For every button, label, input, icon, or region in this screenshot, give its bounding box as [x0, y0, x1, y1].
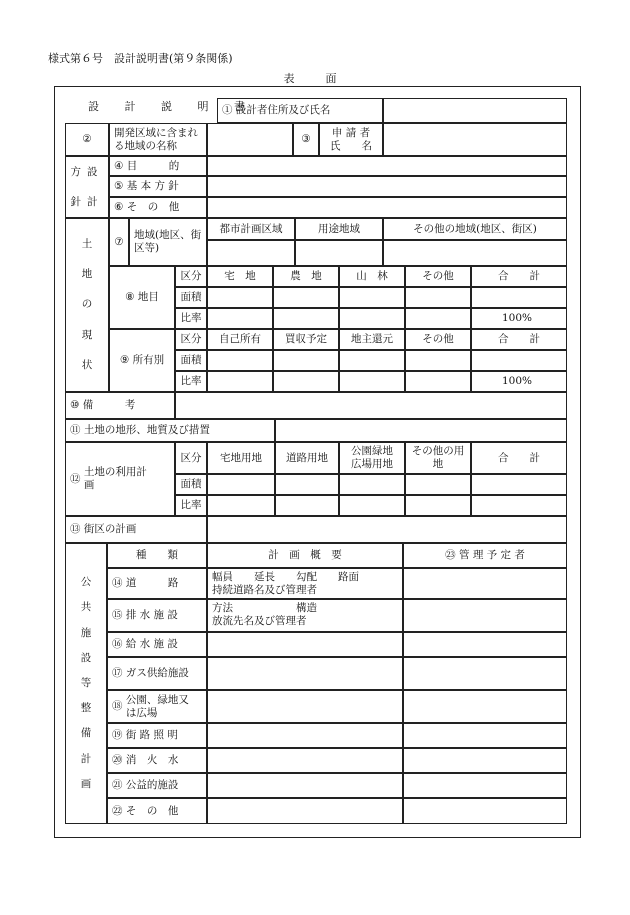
basic-policy-field[interactable] — [207, 176, 567, 197]
land-use-header-residential: 宅地用地 — [207, 442, 275, 474]
facility-street-lighting-summary[interactable] — [207, 723, 403, 748]
zone-city-planning-field[interactable] — [207, 240, 295, 266]
land-use-area-cell[interactable] — [207, 474, 275, 495]
facility-type-header: 種 類 — [107, 543, 207, 568]
ownership-header-total: 合 計 — [471, 329, 567, 350]
facility-drainage-summary[interactable]: 方法 構造 放流先名及び管理者 — [207, 599, 403, 632]
land-category-row-area: 面積 — [175, 287, 207, 308]
ownership-header-other: その他 — [405, 329, 471, 350]
land-category-area-cell[interactable] — [339, 287, 405, 308]
facility-other-manager[interactable] — [403, 798, 567, 824]
land-use-area-cell[interactable] — [275, 474, 339, 495]
ownership-header-landowner-return: 地主還元 — [339, 329, 405, 350]
purpose-field[interactable] — [207, 156, 567, 176]
land-category-ratio-cell[interactable] — [405, 308, 471, 329]
area-name-label: 開発区域に含まれる地域の名称 — [109, 123, 207, 156]
area-name-field[interactable] — [207, 123, 293, 156]
land-use-area-cell[interactable] — [405, 474, 471, 495]
facility-park-manager[interactable] — [403, 690, 567, 723]
facility-drainage-manager[interactable] — [403, 599, 567, 632]
facility-fire-water-manager[interactable] — [403, 748, 567, 773]
public-facilities-group: 公 共 施 設 等 整 備 計 画 — [65, 543, 107, 824]
land-category-header-farmland: 農 地 — [273, 266, 339, 287]
zone-header-other-district: その他の地域(地区、街区) — [383, 218, 567, 240]
ownership-label: ⑨ 所有別 — [109, 329, 175, 392]
ownership-header-to-purchase: 買収予定 — [273, 329, 339, 350]
ownership-row-area: 面積 — [175, 350, 207, 371]
facility-road-label: ⑭ 道 路 — [107, 568, 207, 599]
land-use-area-cell[interactable] — [339, 474, 405, 495]
ownership-area-cell[interactable] — [339, 350, 405, 371]
zone-number: ⑦ — [109, 218, 129, 266]
land-category-header-residential: 宅 地 — [207, 266, 273, 287]
land-use-row-class: 区分 — [175, 442, 207, 474]
land-use-ratio-cell[interactable] — [471, 495, 567, 516]
facility-public-benefit-summary[interactable] — [207, 773, 403, 798]
land-use-header-total: 合 計 — [471, 442, 567, 474]
ownership-ratio-cell[interactable] — [273, 371, 339, 392]
applicant-label: 申 請 者 氏 名 — [319, 123, 383, 156]
facility-fire-water-summary[interactable] — [207, 748, 403, 773]
land-category-label: ⑧ 地目 — [109, 266, 175, 329]
facility-park-label: ⑱ 公園、緑地又は広場 — [107, 690, 207, 723]
land-use-label: ⑫ 土地の利用計画 — [65, 442, 175, 516]
facility-street-lighting-label: ⑲ 街 路 照 明 — [107, 723, 207, 748]
ownership-area-cell[interactable] — [273, 350, 339, 371]
land-category-area-cell[interactable] — [273, 287, 339, 308]
land-category-ratio-cell[interactable] — [207, 308, 273, 329]
form-number: 様式第６号 設計説明書(第９条関係) — [48, 52, 233, 65]
ownership-ratio-cell[interactable] — [339, 371, 405, 392]
facility-park-summary[interactable] — [207, 690, 403, 723]
land-use-header-other: その他の用地 — [405, 442, 471, 474]
facility-drainage-label: ⑮ 排 水 施 設 — [107, 599, 207, 632]
land-use-header-park: 公園緑地広場用地 — [339, 442, 405, 474]
facility-water-supply-summary[interactable] — [207, 632, 403, 657]
land-category-area-cell[interactable] — [405, 287, 471, 308]
terrain-label: ⑪ 土地の地形、地質及び措置 — [65, 419, 275, 442]
land-use-ratio-cell[interactable] — [339, 495, 405, 516]
land-category-row-class: 区分 — [175, 266, 207, 287]
policy-other-label: ⑥ そ の 他 — [109, 197, 207, 218]
ownership-ratio-cell[interactable] — [207, 371, 273, 392]
remarks-label: ⑩ 備 考 — [65, 392, 175, 419]
design-policy-group: 方設 針計 — [65, 156, 109, 218]
land-use-row-ratio: 比率 — [175, 495, 207, 516]
land-use-area-cell[interactable] — [471, 474, 567, 495]
land-category-header-forest: 山 林 — [339, 266, 405, 287]
facility-water-supply-label: ⑯ 給 水 施 設 — [107, 632, 207, 657]
zone-use-district-field[interactable] — [295, 240, 383, 266]
designer-label: ① 設計者住所及び氏名 — [217, 98, 383, 123]
facility-road-summary[interactable]: 幅員 延長 勾配 路面 持続道路名及び管理者 — [207, 568, 403, 599]
street-plan-label: ⑬ 街区の計画 — [65, 516, 207, 543]
street-plan-field[interactable] — [207, 516, 567, 543]
ownership-header-self-owned: 自己所有 — [207, 329, 273, 350]
applicant-number: ③ — [293, 123, 319, 156]
land-status-group: 土 地 の 現 状 — [65, 218, 109, 392]
zone-header-city-planning: 都市計画区域 — [207, 218, 295, 240]
land-category-area-cell[interactable] — [471, 287, 567, 308]
land-category-ratio-cell[interactable] — [339, 308, 405, 329]
facility-public-benefit-manager[interactable] — [403, 773, 567, 798]
ownership-area-cell[interactable] — [471, 350, 567, 371]
land-use-ratio-cell[interactable] — [207, 495, 275, 516]
terrain-field[interactable] — [275, 419, 567, 442]
facility-public-benefit-label: ㉑ 公益的施設 — [107, 773, 207, 798]
land-category-total-ratio: 100% — [471, 308, 567, 329]
document-title: 設 計 説 明 書 — [88, 100, 256, 113]
facility-road-manager[interactable] — [403, 568, 567, 599]
facility-street-lighting-manager[interactable] — [403, 723, 567, 748]
ownership-area-cell[interactable] — [405, 350, 471, 371]
land-category-ratio-cell[interactable] — [273, 308, 339, 329]
zone-label: 地域(地区、街区等) — [129, 218, 207, 266]
remarks-field[interactable] — [175, 392, 567, 419]
facility-summary-header: 計 画 概 要 — [207, 543, 403, 568]
facility-other-label: ㉒ そ の 他 — [107, 798, 207, 824]
applicant-field[interactable] — [383, 123, 567, 156]
land-use-ratio-cell[interactable] — [275, 495, 339, 516]
front-side-label: 表 面 — [283, 72, 347, 85]
facility-water-supply-manager[interactable] — [403, 632, 567, 657]
facility-gas-summary[interactable] — [207, 657, 403, 690]
facility-gas-manager[interactable] — [403, 657, 567, 690]
facility-other-summary[interactable] — [207, 798, 403, 824]
land-category-header-other: その他 — [405, 266, 471, 287]
designer-field[interactable] — [383, 98, 567, 123]
facility-gas-label: ⑰ ガス供給施設 — [107, 657, 207, 690]
ownership-row-ratio: 比率 — [175, 371, 207, 392]
land-use-ratio-cell[interactable] — [405, 495, 471, 516]
area-name-number: ② — [65, 123, 109, 156]
ownership-total-ratio: 100% — [471, 371, 567, 392]
land-use-row-area: 面積 — [175, 474, 207, 495]
basic-policy-label: ⑤ 基 本 方 針 — [109, 176, 207, 197]
policy-other-field[interactable] — [207, 197, 567, 218]
ownership-row-class: 区分 — [175, 329, 207, 350]
zone-header-use-district: 用途地域 — [295, 218, 383, 240]
land-use-header-road: 道路用地 — [275, 442, 339, 474]
land-category-row-ratio: 比率 — [175, 308, 207, 329]
ownership-ratio-cell[interactable] — [405, 371, 471, 392]
purpose-label: ④ 目 的 — [109, 156, 207, 176]
facility-manager-header: ㉓ 管 理 予 定 者 — [403, 543, 567, 568]
land-category-header-total: 合 計 — [471, 266, 567, 287]
ownership-area-cell[interactable] — [207, 350, 273, 371]
facility-fire-water-label: ⑳ 消 火 水 — [107, 748, 207, 773]
land-category-area-cell[interactable] — [207, 287, 273, 308]
zone-other-district-field[interactable] — [383, 240, 567, 266]
